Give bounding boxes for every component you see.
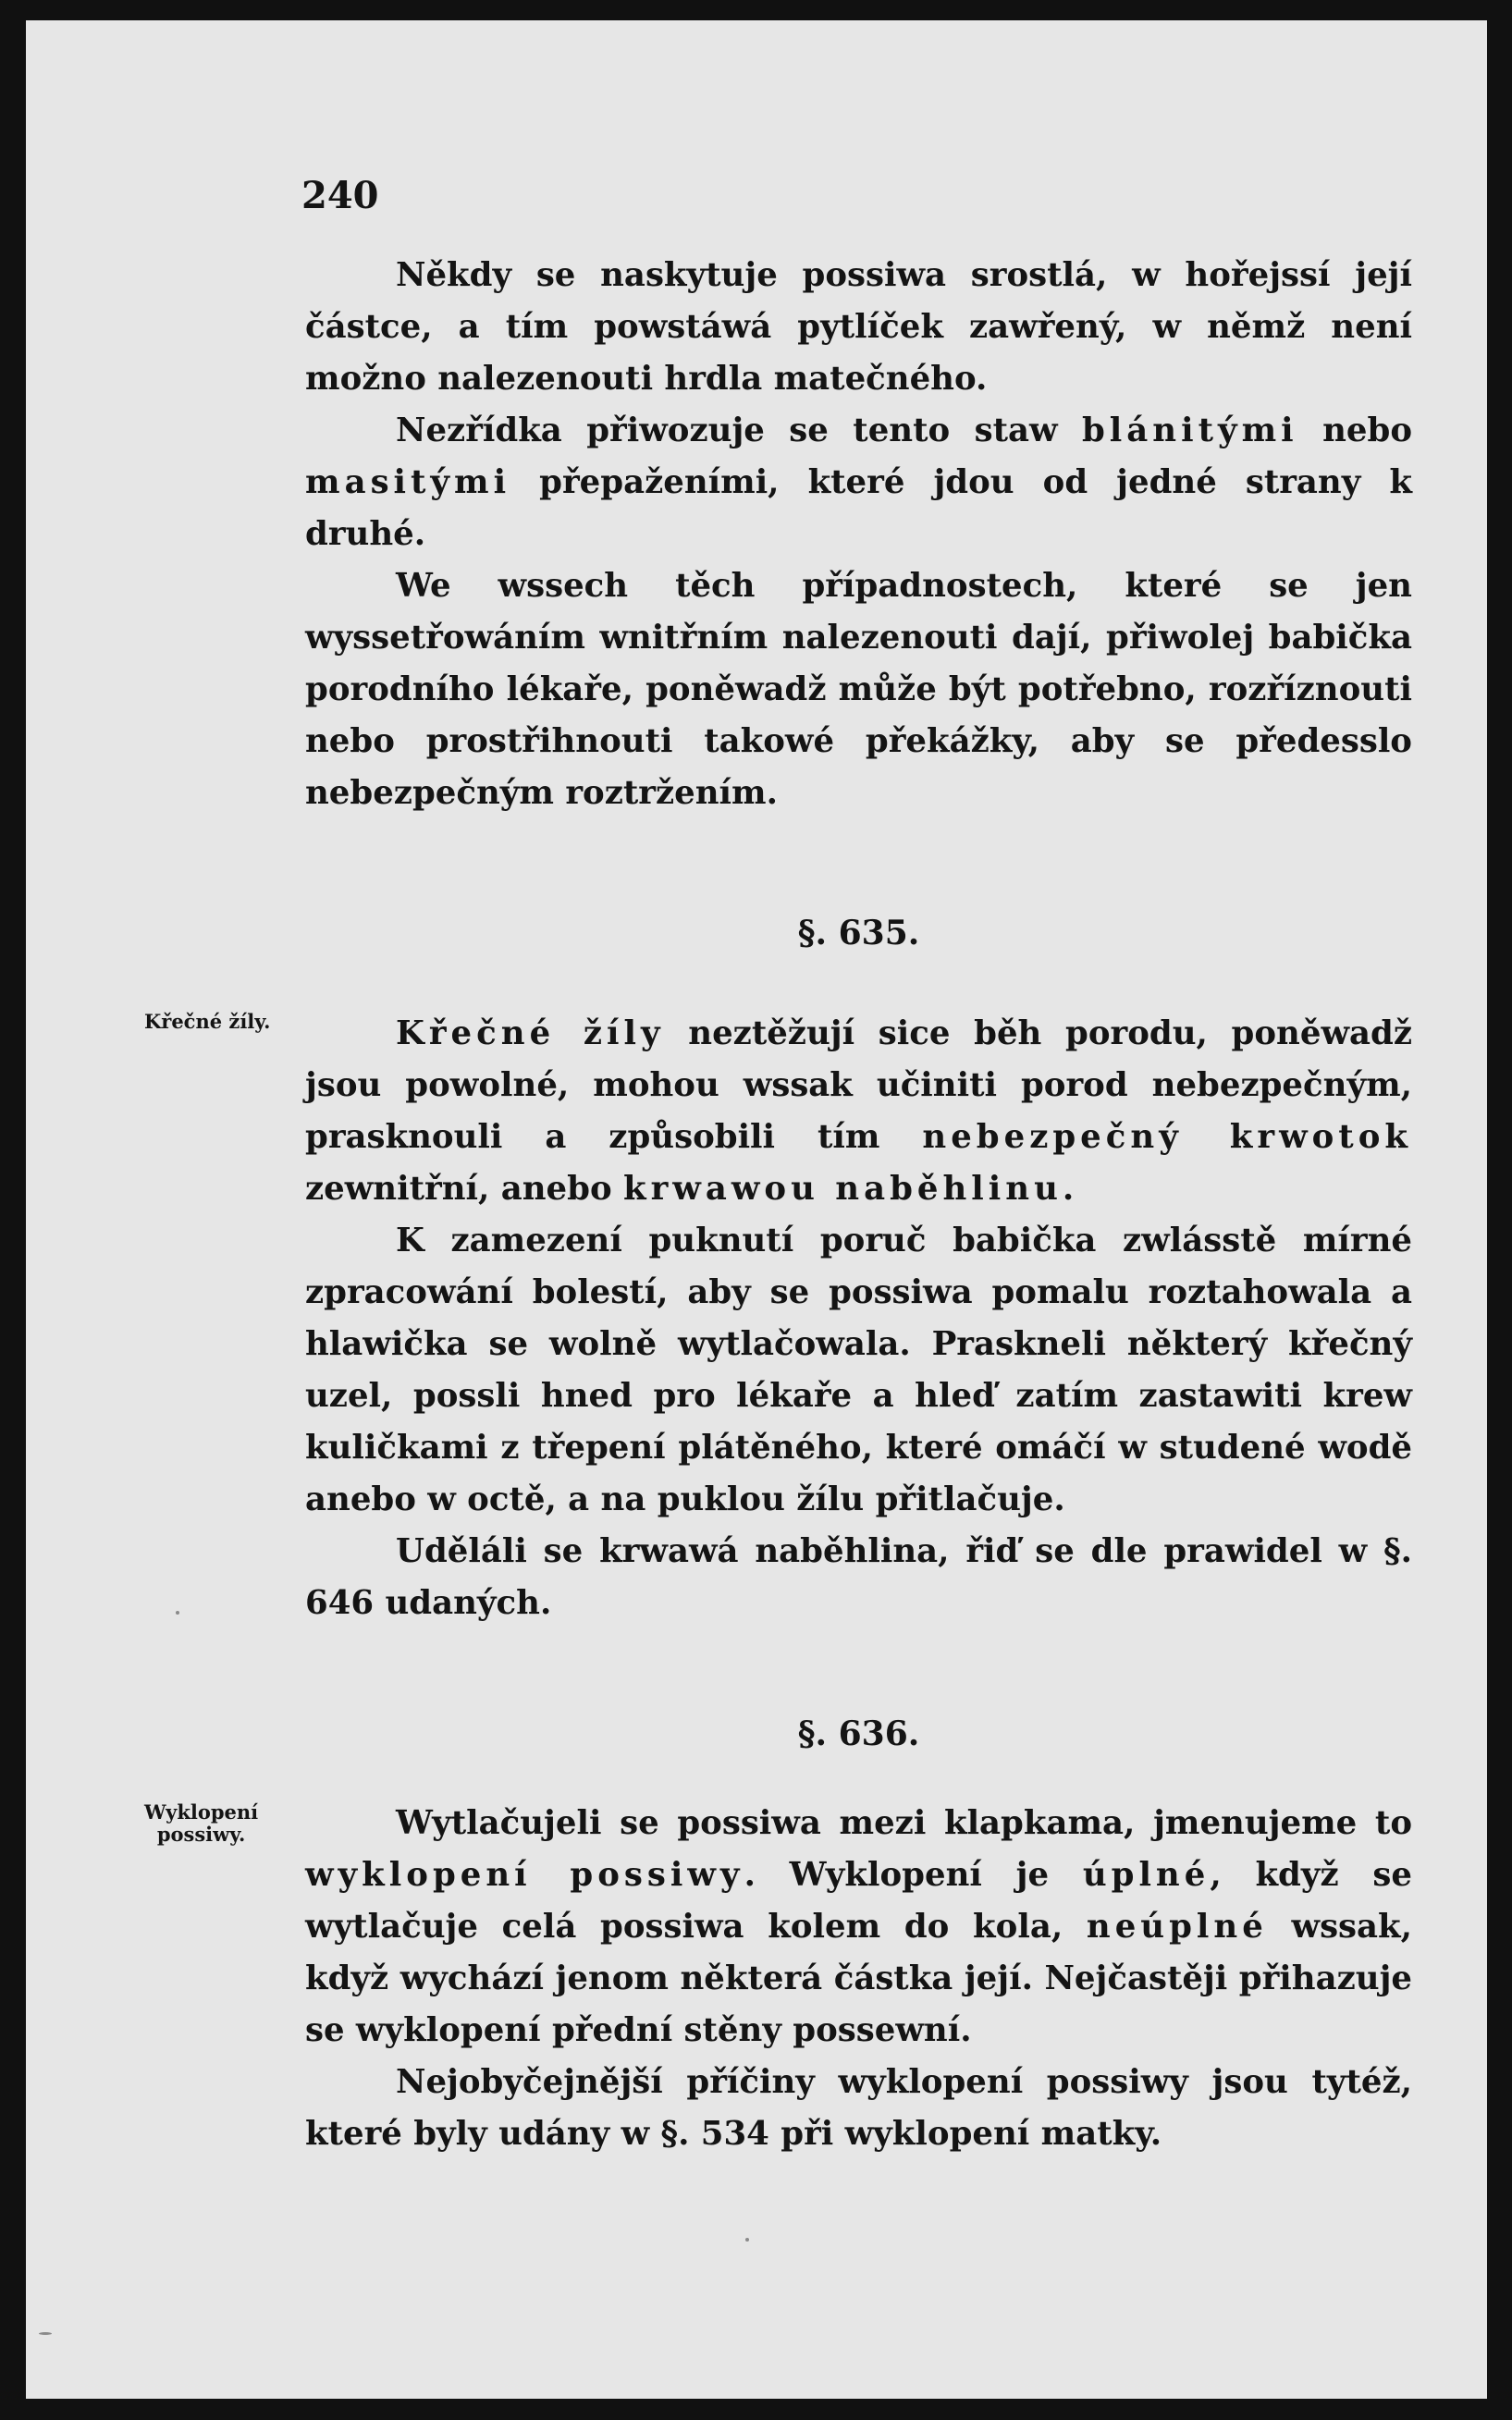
text-run: přepaženími, které jdou od jedné strany k druhé. bbox=[305, 463, 1412, 553]
paragraph bbox=[305, 560, 1412, 819]
paper-speck bbox=[176, 1611, 179, 1615]
paper-speck bbox=[745, 2238, 749, 2242]
spaced-emphasis: úplné bbox=[1082, 1856, 1211, 1894]
spaced-emphasis: blánitými bbox=[1081, 412, 1298, 449]
text-run: . Wyklopení je bbox=[744, 1856, 1083, 1894]
paragraph bbox=[305, 250, 1412, 405]
section-heading-635: §. 635. bbox=[797, 914, 920, 952]
paragraph bbox=[305, 405, 1412, 560]
spaced-emphasis: neúplné bbox=[1086, 1908, 1268, 1946]
section-heading-636: §. 636. bbox=[797, 1714, 920, 1753]
spaced-emphasis: masitými bbox=[305, 463, 511, 501]
page-number: 240 bbox=[301, 174, 379, 217]
margin-note-line: Wyklopení bbox=[144, 1800, 259, 1824]
paragraph bbox=[305, 1008, 1412, 1215]
text-run: wssak, když wychází jenom některá částka její. Nejčastěji přihazuje se wyklopení přední stěny possewní. bbox=[305, 1908, 1413, 2049]
text-run: nebo bbox=[1297, 412, 1412, 449]
text-run: Nejobyčejnější příčiny wyklopení possiwy jsou tytéž, které byly udány w §. 534 při wyklopení matky. bbox=[305, 2063, 1412, 2153]
spaced-emphasis: krwawou naběhlinu bbox=[622, 1170, 1063, 1208]
margin-note-wyklopeni bbox=[144, 1801, 258, 1846]
paragraph bbox=[305, 1215, 1412, 1526]
text-run: We wssech těch případnostech, které se jen wyssetřowáním wnitřním nalezenouti dají, přiwolej babička porodního lékaře, poněwadž může být potřebno, rozříznouti nebo prostřihnouti takowé překážky, aby se předesslo nebezpečným roztržením. bbox=[305, 567, 1412, 812]
text-run: Wytlačujeli se possiwa mezi klapkama, jmenujeme to bbox=[396, 1804, 1412, 1842]
text-run: Nezřídka přiwozuje se tento staw bbox=[396, 412, 1082, 449]
text-run: Uděláli se krwawá naběhlina, řiď se dle prawidel w §. 646 udaných. bbox=[305, 1532, 1412, 1622]
text-block-section-635 bbox=[305, 1008, 1412, 1629]
spaced-emphasis: nebezpečný krwotok bbox=[922, 1118, 1412, 1156]
text-block-intro bbox=[305, 250, 1412, 819]
margin-note-krecne-zily: Křečné žíly. bbox=[144, 1010, 271, 1033]
text-run: , když se wytlačuje celá possiwa kolem do kola, bbox=[305, 1856, 1412, 1946]
spaced-emphasis: wyklopení possiwy bbox=[305, 1856, 744, 1894]
book-page bbox=[26, 20, 1487, 2399]
paper-speck bbox=[39, 2332, 52, 2335]
margin-note-line: possiwy. bbox=[156, 1823, 246, 1846]
paragraph bbox=[305, 2057, 1412, 2160]
text-run: neztěžují sice běh porodu, poněwadž jsou powolné, mohou wssak učiniti porod nebezpečným, prasknouli a způsobili tím bbox=[305, 1014, 1412, 1156]
text-run: . bbox=[1062, 1170, 1075, 1208]
text-run: K zamezení puknutí poruč babička zwlásstě mírné zpracowání bolestí, aby se possiwa pomalu roztahowala a hlawička se wolně wytlačowala. Praskneli některý křečný uzel, possli hned pro lékaře a hleď zatím zastawiti krew kuličkami z třepení plátěného, které omáčí w studené wodě anebo w octě, a na puklou žílu přitlačuje. bbox=[305, 1222, 1412, 1518]
text-run: Někdy se naskytuje possiwa srostlá, w hořejssí její částce, a tím powstáwá pytlíček zawřený, w němž není možno nalezenouti hrdla matečného. bbox=[305, 256, 1412, 398]
paragraph bbox=[305, 1798, 1412, 2057]
spaced-emphasis: Křečné žíly bbox=[396, 1014, 665, 1052]
text-run: zewnitřní, anebo bbox=[305, 1170, 623, 1208]
text-block-section-636 bbox=[305, 1798, 1412, 2160]
paragraph bbox=[305, 1526, 1412, 1629]
